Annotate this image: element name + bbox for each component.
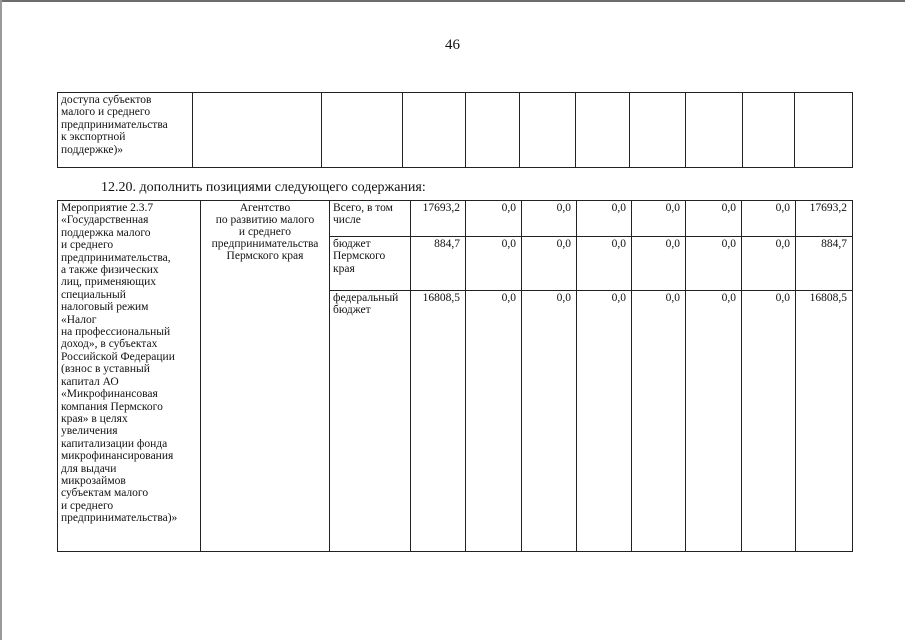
table-cell: [322, 93, 403, 168]
table-cell: [193, 93, 322, 168]
table-row: [58, 93, 853, 168]
value-cell: 0,0: [686, 201, 742, 237]
value-cell: 0,0: [577, 291, 632, 552]
value-cell: 0,0: [522, 291, 577, 552]
value-cell: 0,0: [522, 237, 577, 291]
table-row: [58, 201, 853, 237]
table-cell: [466, 93, 520, 168]
value-cell: 16808,5: [411, 291, 466, 552]
value-cell: 0,0: [577, 237, 632, 291]
value-cell: 0,0: [686, 237, 742, 291]
table-cell: [743, 93, 795, 168]
value-cell: 0,0: [466, 237, 522, 291]
source-cell: бюджет Пермского края: [330, 237, 411, 291]
table-cell: [576, 93, 630, 168]
amendment-paragraph: 12.20. дополнить позициями следующего содержания:: [101, 180, 426, 195]
value-cell: 16808,5: [796, 291, 853, 552]
value-cell: 884,7: [411, 237, 466, 291]
table-cell: [403, 93, 466, 168]
measure-table: [57, 200, 853, 552]
value-cell: 17693,2: [411, 201, 466, 237]
value-cell: 17693,2: [796, 201, 853, 237]
measure-name-cell: Мероприятие 2.3.7 «Государственная поддержка малого и среднего предпринимательства, а также физических лиц, применяющих специальный налоговый режим «Налог на профессиональный доход», в субъектах Российской Федерации (взнос в уставный капитал АО «Микрофинансовая компания Пермского края» в целях увеличения капитализации фонда микрофинансирования для выдачи микрозаймов субъектам малого и среднего предпринимательства)»: [58, 201, 201, 552]
value-cell: 0,0: [686, 291, 742, 552]
value-cell: 0,0: [632, 237, 686, 291]
scan-top-edge: [0, 0, 905, 2]
value-cell: 0,0: [742, 201, 796, 237]
value-cell: 0,0: [742, 237, 796, 291]
page-number: 46: [445, 37, 460, 53]
value-cell: 0,0: [522, 201, 577, 237]
value-cell: 0,0: [466, 291, 522, 552]
table-cell: [795, 93, 853, 168]
value-cell: 0,0: [632, 201, 686, 237]
value-cell: 0,0: [577, 201, 632, 237]
table-cell: [686, 93, 743, 168]
previous-table-fragment: [57, 92, 853, 168]
executor-cell: Агентство по развитию малого и среднего предпринимательства Пермского края: [201, 201, 330, 552]
value-cell: 0,0: [742, 291, 796, 552]
source-cell: федеральный бюджет: [330, 291, 411, 552]
source-cell: Всего, в том числе: [330, 201, 411, 237]
value-cell: 884,7: [796, 237, 853, 291]
table-cell: [520, 93, 576, 168]
table-cell: [630, 93, 686, 168]
scan-left-edge: [0, 0, 2, 640]
value-cell: 0,0: [632, 291, 686, 552]
value-cell: 0,0: [466, 201, 522, 237]
table-cell: доступа субъектов малого и среднего предпринимательства к экспортной поддержке)»: [58, 93, 193, 168]
